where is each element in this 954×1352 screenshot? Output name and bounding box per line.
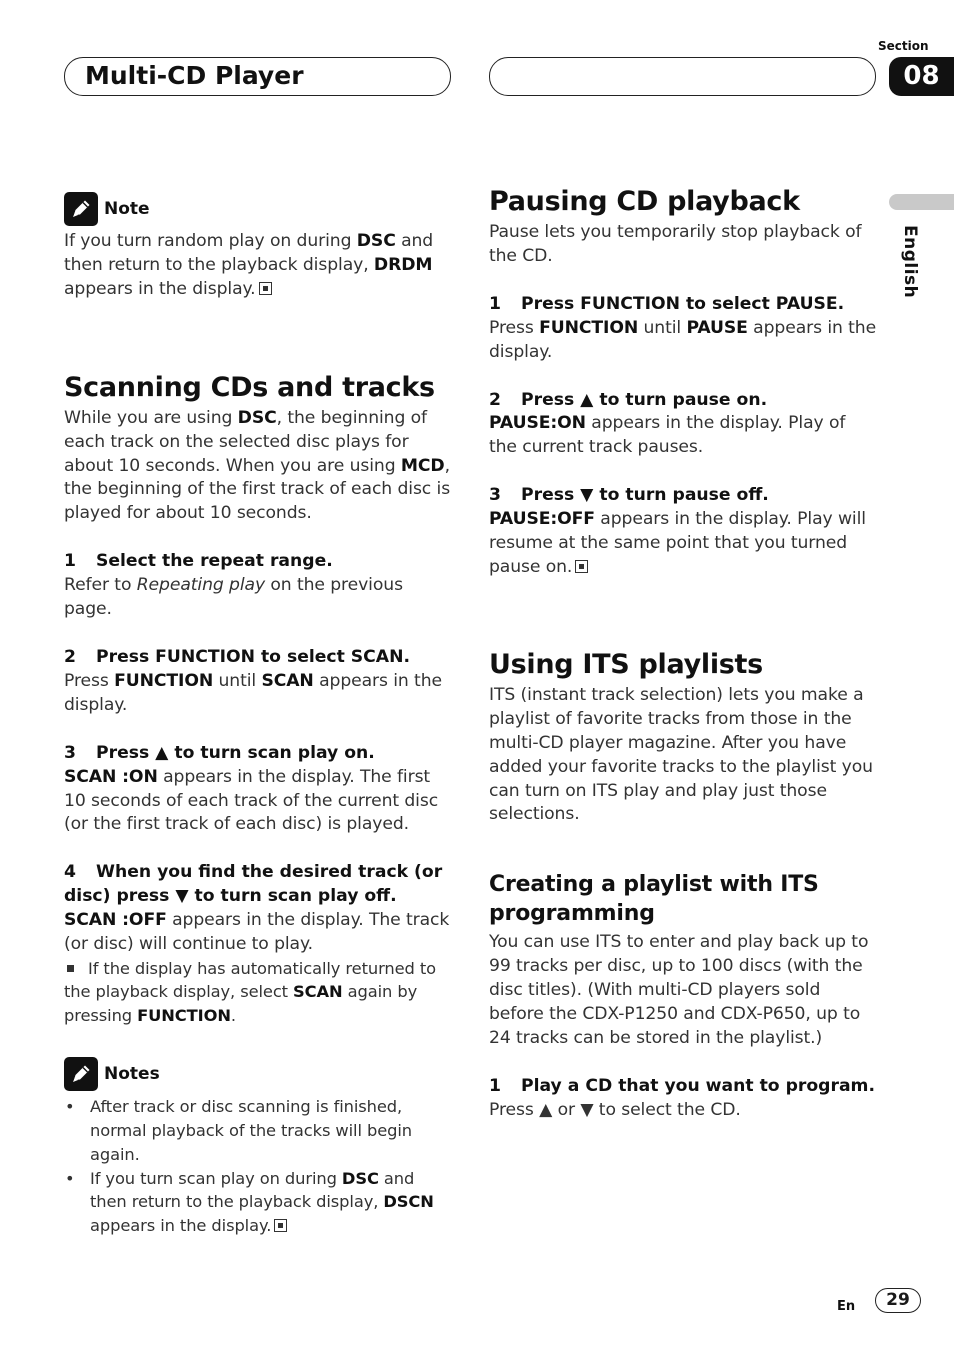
end-mark-icon — [575, 560, 588, 573]
its-intro: ITS (instant track selection) lets you make a playlist of favorite tracks from those in the multi-CD player magazine. After you have added your favorite tracks to the playlist you can turn on ITS play and play just those selections. — [489, 684, 873, 825]
chapter-title: Multi-CD Player — [85, 61, 304, 90]
scan-step-3-heading: 3 Press ▲ to turn scan play on. — [64, 742, 375, 763]
note-label: Note — [104, 199, 150, 219]
square-bullet-icon — [67, 965, 74, 972]
pause-step-1-heading: 1 Press FUNCTION to select PAUSE. — [489, 293, 845, 314]
note-text: If you turn random play on during DSC and then return to the playback display, DRDM appears in the display. — [64, 231, 434, 299]
notes-item-1: • After track or disc scanning is finished, normal playback of the tracks will begin again. — [64, 1095, 452, 1166]
end-mark-icon — [274, 1219, 287, 1232]
pause-step-2-heading: 2 Press ▲ to turn pause on. — [489, 389, 768, 410]
scan-intro: While you are using DSC, the beginning of each track on the selected disc plays for about 10 seconds. When you are using MCD, the beginning of the first track of each disc is played for about 10 seconds. — [64, 407, 451, 524]
pause-step-3-text: PAUSE:OFF appears in the display. Play will resume at the same point that you turned pause on. — [489, 509, 866, 577]
note-heading — [64, 192, 452, 226]
pause-section-title: Pausing CD playback — [489, 186, 800, 217]
its-step-1-text: Press ▲ or ▼ to select the CD. — [489, 1099, 741, 1120]
section-number: 08 — [889, 57, 954, 96]
scan-step-1-heading: 1 Select the repeat range. — [64, 551, 333, 572]
its-subsection-title: Creating a playlist with ITS programming — [489, 872, 819, 927]
language-label: English — [900, 225, 920, 299]
scan-step-4-heading: 4 When you find the desired track (or disc) press ▼ to turn scan play off. — [64, 862, 443, 907]
end-mark-icon — [259, 282, 272, 295]
footer-language-code: En — [837, 1299, 856, 1314]
pencil-note-icon — [64, 192, 98, 226]
scan-section-title: Scanning CDs and tracks — [64, 371, 435, 403]
scan-step-2-heading: 2 Press FUNCTION to select SCAN. — [64, 646, 411, 667]
scan-step-4-text: SCAN :OFF appears in the display. The track (or disc) will continue to play. — [64, 910, 450, 955]
left-column — [64, 192, 452, 1238]
notes-label: Notes — [104, 1064, 160, 1085]
pause-step-3-heading: 3 Press ▼ to turn pause off. — [489, 485, 769, 506]
notes-heading — [64, 1057, 452, 1091]
its-subsection-intro: You can use ITS to enter and play back up to 99 tracks per disc, up to 100 discs (with the disc titles). (With multi-CD players sold before the CDX-P1250 and CDX-P650, up to 24 tracks can be stored in the playlist.) — [489, 932, 869, 1048]
language-tab — [889, 194, 954, 210]
its-section-title: Using ITS playlists — [489, 648, 763, 680]
scan-step-1-text: Refer to Repeating play on the previous page. — [64, 575, 403, 620]
pencil-note-icon — [64, 1057, 98, 1091]
header-empty-pill — [489, 57, 876, 96]
pause-step-1-text: Press FUNCTION until PAUSE appears in the display. — [489, 317, 877, 362]
scan-step-2-text: Press FUNCTION until SCAN appears in the display. — [64, 670, 442, 715]
scan-step-4-subnote: If the display has automatically returned to the playback display, select SCAN again by pressing FUNCTION. — [64, 958, 436, 1025]
page-number: 29 — [875, 1288, 921, 1313]
right-column — [489, 186, 877, 1123]
section-label: Section — [878, 39, 929, 53]
chapter-title-pill — [64, 57, 451, 96]
pause-step-2-text: PAUSE:ON appears in the display. Play of the current track pauses. — [489, 413, 846, 458]
its-step-1-heading: 1 Play a CD that you want to program. — [489, 1075, 875, 1096]
pause-intro: Pause lets you temporarily stop playback of the CD. — [489, 222, 862, 266]
scan-step-3-text: SCAN :ON appears in the display. The first 10 seconds of each track of the current disc (or the first track of each disc) is played. — [64, 766, 439, 835]
notes-item-2: • If you turn scan play on during DSC and then return to the playback display, DSCN appears in the display. — [64, 1167, 452, 1238]
